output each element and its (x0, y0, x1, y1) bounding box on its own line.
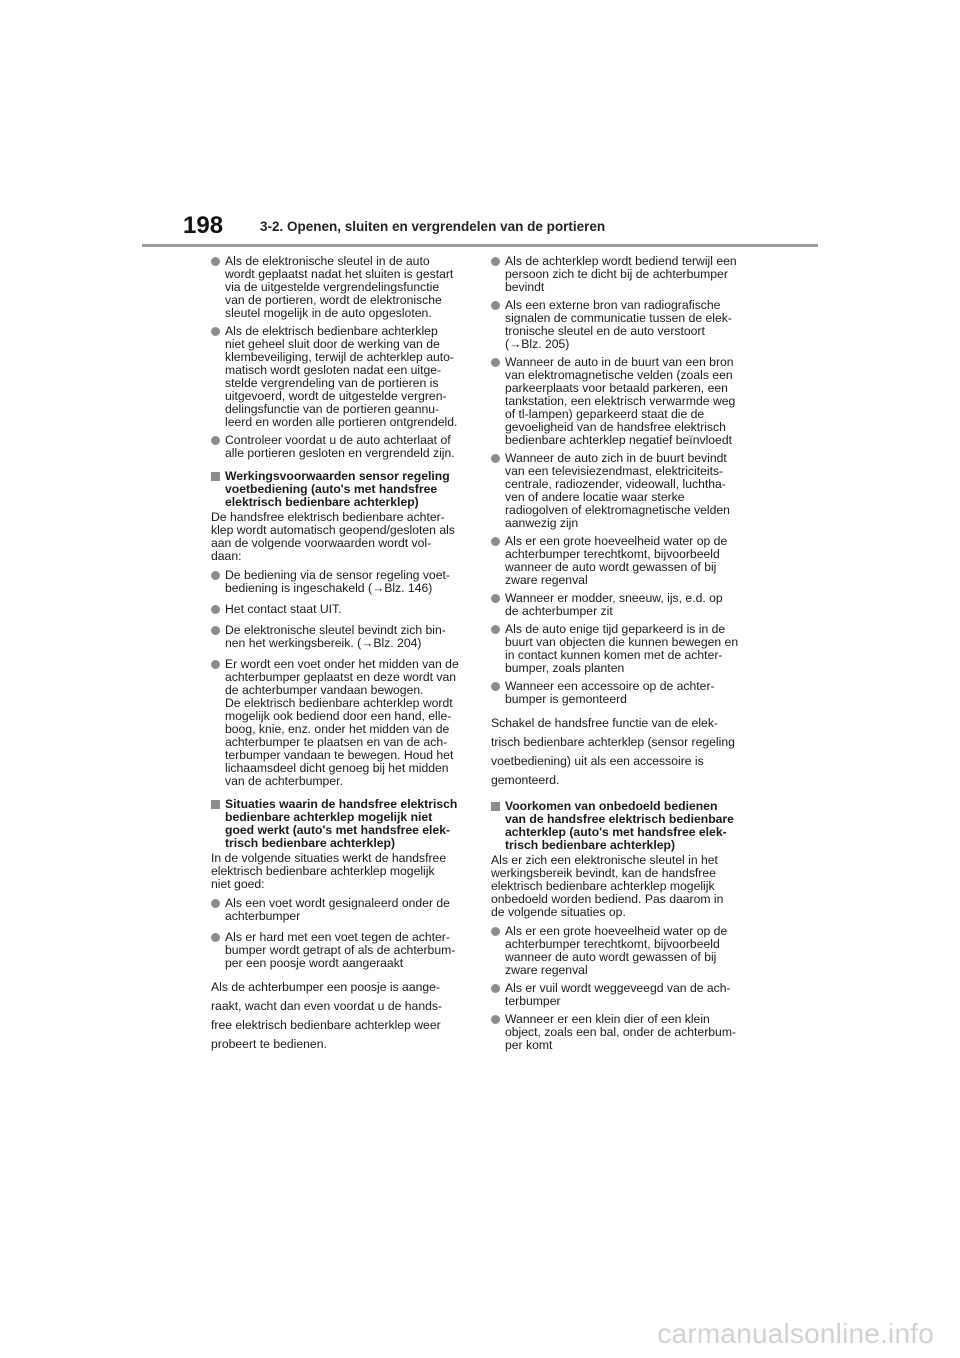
bullet-icon (491, 257, 500, 266)
square-bullet-icon (211, 472, 220, 481)
list-item (491, 535, 755, 587)
left-column (211, 255, 469, 1060)
bullet-icon (211, 571, 220, 580)
bullet-icon (491, 625, 500, 634)
bullet-text: Als de achterklep wordt bediend terwijl een persoon zich te dicht bij de achterbumper bevindt (505, 254, 737, 294)
section-heading (211, 798, 469, 850)
bullet-text: Wanneer er een klein dier of een klein object, zoals een bal, onder de achterbum- per komt (505, 1012, 737, 1052)
bullet-icon (491, 984, 500, 993)
list-item (491, 623, 755, 675)
list-item (211, 897, 469, 923)
list-item (491, 925, 755, 977)
bullet-text: Wanneer de auto in de buurt van een bron van elektromagnetische velden (zoals een parkeerplaats voor betaald parkeren, een tankstation, een elektrisch verwarmde weg of tl-lampen) geparkeerd staat die de gevoeligheid van de handsfree elektrisch bedienbare achterklep negatief beïnvloedt (505, 355, 736, 447)
right-column (491, 255, 755, 1057)
list-item (211, 255, 469, 320)
list-item (211, 434, 469, 460)
list-item (491, 1013, 755, 1052)
list-item (211, 624, 469, 650)
list-item (491, 680, 755, 706)
list-item (491, 356, 755, 447)
page-number: 198 (183, 212, 224, 239)
bullet-icon (211, 626, 220, 635)
bullet-text: Als de auto enige tijd geparkeerd is in de buurt van objecten die kunnen bewegen en in contact kunnen komen met de achter- bumper, zoals planten (505, 622, 739, 675)
bullet-text: Als de elektronische sleutel in de auto wordt geplaatst nadat het sluiten is gestart via de uitgestelde vergrendelingsfunctie van de portieren, wordt de elektronische sleutel mogelijk in de auto opgesloten. (225, 254, 454, 320)
bullet-icon (211, 899, 220, 908)
square-bullet-icon (211, 800, 220, 809)
heading-text: Voorkomen van onbedoeld bedienen van de handsfree elektrisch bedienbare achterklep (auto's met handsfree elek- trisch bedienbare achterklep) (505, 799, 734, 852)
bullet-text: De elektronische sleutel bevindt zich bin- nen het werkingsbereik. (→Blz. 204) (225, 623, 446, 650)
heading-text: Werkingsvoorwaarden sensor regeling voetbediening (auto's met handsfree elektrisch bedienbare achterklep) (225, 469, 450, 509)
bullet-icon (491, 1015, 500, 1024)
list-item (211, 569, 469, 595)
bullet-icon (211, 436, 220, 445)
paragraph: Als er zich een elektronische sleutel in het werkingsbereik bevindt, kan de handsfree elektrisch bedienbare achterklep mogelijk onbedoeld worden bediend. Pas daarom in de volgende situaties op. (491, 853, 724, 919)
bullet-text: Wanneer de auto zich in de buurt bevindt van een televisiezendmast, elektriciteits- centrale, radiozender, videowall, luchtha- ven of andere locatie waar sterke radiogolven of elektromagnetische velden aanwezig zijn (505, 451, 730, 530)
paragraph: Als de achterbumper een poosje is aange- raakt, wacht dan even voordat u de hands- free elektrisch bedienbare achterklep weer probeert te bedienen. (211, 980, 443, 1051)
bullet-text: Als er vuil wordt weggeveegd van de ach- terbumper (505, 981, 731, 1008)
list-item (491, 982, 755, 1008)
list-item (491, 299, 755, 351)
bullet-text: Als de elektrisch bedienbare achterklep niet geheel sluit door de werking van de klembeveiliging, terwijl de achterklep auto- matisch wordt gesloten nadat een uitge- stelde vergrendeling van de portieren is uitgevoerd, wordt de uitgestelde vergren- delingsfunctie van de portieren geannu- leerd en worden alle portieren ontgrendeld. (225, 324, 458, 429)
list-item (491, 452, 755, 530)
bullet-text: Er wordt een voet onder het midden van de achterbumper geplaatst en deze wordt van de achterbumper vandaan bewogen. De elektrisch bedienbare achterklep wordt mogelijk ook bediend door een hand, elle- boog, knie, enz. onder het midden van de achterbumper te plaatsen en van de ach- terbumper vandaan te bewegen. Houd het lichaamsdeel dicht genoeg bij het midden van de achterbumper. (225, 657, 459, 788)
list-item (211, 325, 469, 429)
bullet-icon (491, 358, 500, 367)
bullet-icon (211, 605, 220, 614)
bullet-text: De bediening via de sensor regeling voet- bediening is ingeschakeld (→Blz. 146) (225, 568, 450, 595)
list-item (211, 658, 469, 788)
section-heading (491, 800, 755, 852)
bullet-icon (491, 454, 500, 463)
bullet-text: Het contact staat UIT. (225, 602, 342, 616)
list-item (211, 931, 469, 970)
bullet-icon (491, 594, 500, 603)
header-divider (142, 244, 818, 247)
list-item (491, 255, 755, 294)
bullet-text: Controleer voordat u de auto achterlaat of alle portieren gesloten en vergrendeld zijn. (225, 433, 455, 460)
paragraph: De handsfree elektrisch bedienbare achter- klep wordt automatisch geopend/gesloten als aan de volgende voorwaarden wordt vol- daan: (211, 510, 455, 563)
bullet-text: Als er hard met een voet tegen de achter- bumper wordt getrapt of als de achterbum- per een poosje wordt aangeraakt (225, 930, 456, 970)
bullet-text: Wanneer een accessoire op de achter- bumper is gemonteerd (505, 679, 715, 706)
section-heading (211, 470, 469, 509)
bullet-text: Als er een grote hoeveelheid water op de achterbumper terechtkomt, bijvoorbeeld wanneer de auto wordt gewassen of bij zware regenval (505, 924, 728, 977)
bullet-icon (211, 257, 220, 266)
paragraph: Schakel de handsfree functie van de elek- trisch bedienbare achterklep (sensor regeling voetbediening) uit als een accessoire is gemonteerd. (491, 716, 735, 787)
bullet-icon (491, 537, 500, 546)
bullet-text: Als er een grote hoeveelheid water op de achterbumper terechtkomt, bijvoorbeeld wanneer de auto wordt gewassen of bij zware regenval (505, 534, 728, 587)
bullet-text: Als een externe bron van radiografische signalen de communicatie tussen de elek- tronische sleutel en de auto verstoort (→Blz. 205) (505, 298, 732, 351)
heading-text: Situaties waarin de handsfree elektrisch bedienbare achterklep mogelijk niet goed werkt (auto's met handsfree elek- trisch bedienbare achterklep) (225, 797, 458, 850)
list-item (211, 603, 469, 616)
bullet-text: Wanneer er modder, sneeuw, ijs, e.d. op de achterbumper zit (505, 591, 723, 618)
bullet-icon (211, 327, 220, 336)
paragraph: In de volgende situaties werkt de handsfree elektrisch bedienbare achterklep mogelijk niet goed: (211, 851, 447, 891)
bullet-icon (491, 301, 500, 310)
section-title: 3-2. Openen, sluiten en vergrendelen van de portieren (260, 219, 606, 234)
watermark: carmanualsonline.info (657, 1318, 934, 1349)
bullet-text: Als een voet wordt gesignaleerd onder de achterbumper (225, 896, 450, 923)
list-item (491, 592, 755, 618)
bullet-icon (491, 927, 500, 936)
square-bullet-icon (491, 802, 500, 811)
bullet-icon (211, 933, 220, 942)
bullet-icon (491, 682, 500, 691)
bullet-icon (211, 660, 220, 669)
